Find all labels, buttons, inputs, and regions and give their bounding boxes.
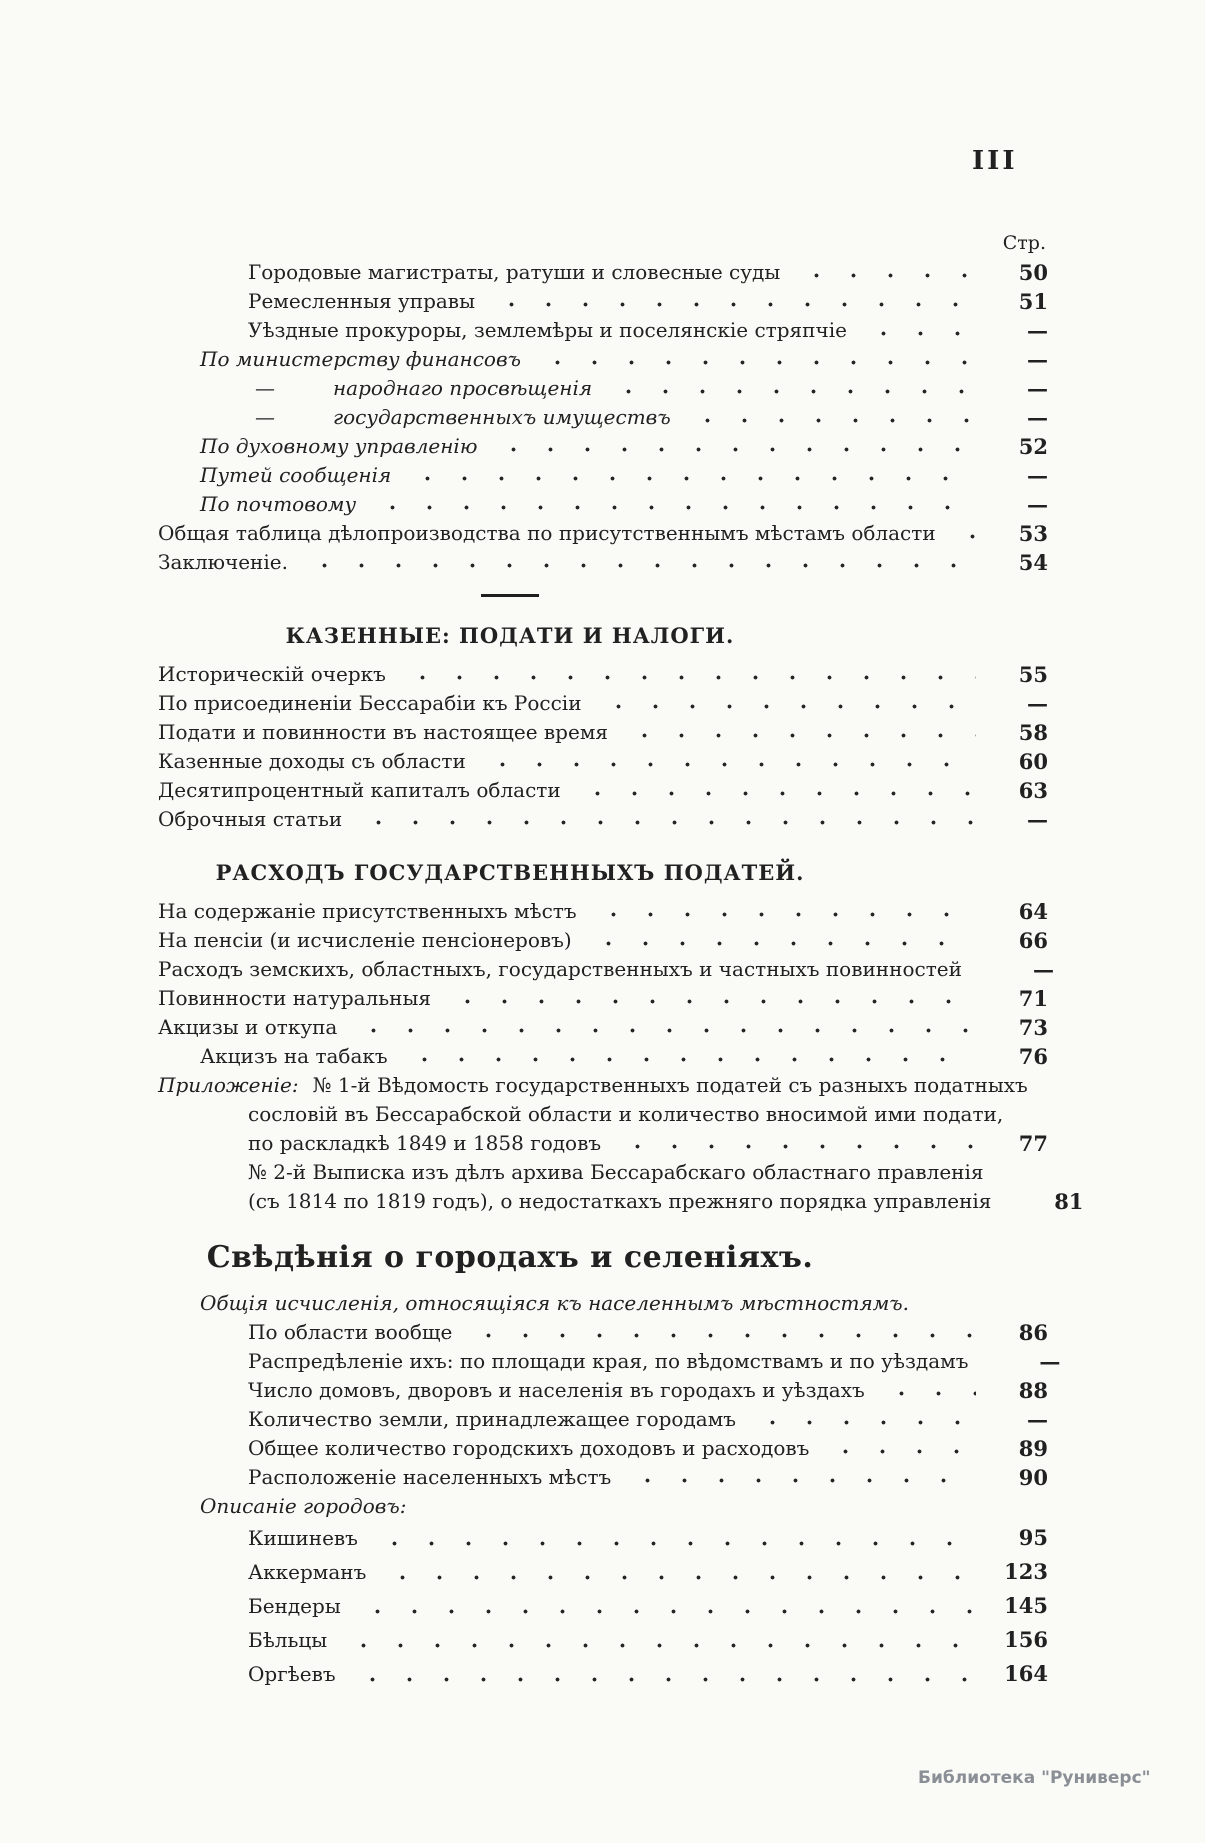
dot-leader — [368, 490, 976, 519]
entry-page: 77 — [1018, 1131, 1048, 1156]
entry-label: Акцизъ на табакъ — [200, 1044, 388, 1068]
dot-leader — [418, 1492, 976, 1521]
toc-entry — [140, 1463, 1048, 1492]
dot-leader — [604, 374, 976, 403]
toc-blocks — [140, 258, 1084, 1691]
folio-number: III — [972, 146, 1018, 176]
toc-entry — [140, 689, 1048, 718]
dot-leader — [478, 747, 976, 776]
dot-leader — [1003, 1187, 1011, 1216]
dot-leader — [748, 1405, 976, 1434]
entry-page: 86 — [1018, 1320, 1048, 1345]
toc-entry — [140, 1492, 1048, 1521]
entry-page — [984, 1289, 1048, 1318]
dot-leader — [948, 519, 976, 548]
toc-entry — [140, 1042, 1048, 1071]
entry-prefix: Приложеніе: — [158, 1073, 299, 1097]
toc-entry — [140, 374, 1048, 403]
dot-leader — [573, 776, 976, 805]
entry-label: Десятипроцентный капиталъ области — [158, 778, 561, 802]
entry-page: 63 — [1018, 778, 1048, 803]
toc-entry — [140, 1657, 1048, 1691]
dot-leader — [1040, 1071, 1048, 1100]
entry-page: — — [1027, 1407, 1048, 1432]
entry-page: 76 — [1018, 1044, 1048, 1069]
watermark: Библиотека "Руниверс" — [918, 1768, 1151, 1788]
toc-entry — [140, 805, 1048, 834]
entry-page: — — [1027, 376, 1048, 401]
entry-label: По духовному управленію — [200, 434, 478, 458]
entry-label: — народнаго просвѣщенія — [140, 374, 592, 403]
toc-entry — [140, 432, 1048, 461]
toc-entry — [140, 1318, 1048, 1347]
dot-leader — [921, 1289, 976, 1318]
entry-label: Расположеніе населенныхъ мѣстъ — [248, 1465, 612, 1489]
toc-entry — [140, 1376, 1048, 1405]
entry-page: — — [1027, 347, 1048, 372]
toc-entry — [140, 1071, 1048, 1100]
entry-label: Кишиневъ — [248, 1526, 358, 1550]
entry-label: Распредѣленіе ихъ: по площади края, по вѣдомствамъ и по уѣздамъ — [248, 1349, 969, 1373]
entry-label: Приложеніе: № 1-й Вѣдомость государственныхъ податей съ разныхъ податныхъ — [158, 1073, 1028, 1097]
entry-page — [1056, 1071, 1120, 1100]
entry-page: 73 — [1018, 1015, 1048, 1040]
entry-label: Путей сообщенія — [200, 463, 392, 487]
entry-page: 90 — [1018, 1465, 1048, 1490]
dot-leader — [974, 955, 982, 984]
entry-label: Бендеры — [248, 1594, 341, 1618]
toc-entry — [140, 1129, 1048, 1158]
entry-page: 54 — [1018, 550, 1048, 575]
toc-entry — [140, 1623, 1048, 1657]
toc-entry — [140, 258, 1048, 287]
entry-label: Оброчныя статьи — [158, 807, 343, 831]
dot-leader — [370, 1521, 976, 1555]
entry-label: (съ 1814 по 1819 годъ), о недостаткахъ прежняго порядка управленія — [248, 1189, 992, 1213]
dot-leader — [348, 1657, 976, 1691]
toc-entry — [140, 1405, 1048, 1434]
entry-label: Казенные доходы съ области — [158, 749, 466, 773]
entry-label: № 2-й Выписка изъ дѣлъ архива Бессарабскаго областнаго правленія — [248, 1160, 984, 1184]
dot-leader — [533, 345, 976, 374]
entry-label: Расходъ земскихъ, областныхъ, государственныхъ и частныхъ повинностей — [158, 957, 962, 981]
dot-leader — [594, 689, 976, 718]
entry-label: Общія исчисленія, относящіяся къ населеннымъ мѣстностямъ. — [200, 1291, 909, 1315]
section-heading: КАЗЕННЫЕ: ПОДАТИ И НАЛОГИ. — [285, 623, 735, 648]
toc-entry — [140, 660, 1048, 689]
entry-label: Историческій очеркъ — [158, 662, 386, 686]
entry-page: — — [1039, 1349, 1061, 1374]
section-divider — [481, 594, 539, 597]
ditto-dash: — — [255, 405, 275, 429]
dot-leader — [821, 1434, 976, 1463]
entry-page: — — [1032, 957, 1054, 982]
entry-page: 71 — [1018, 986, 1048, 1011]
entry-page — [1012, 1158, 1076, 1187]
entry-label: Городовые магистраты, ратуши и словесные суды — [248, 260, 781, 284]
toc-entry — [140, 984, 1048, 1013]
dot-leader — [613, 1129, 976, 1158]
entry-page: 50 — [1018, 260, 1048, 285]
dot-leader — [403, 461, 976, 490]
toc-entry — [140, 897, 1048, 926]
entry-page: 145 — [1004, 1593, 1048, 1618]
entry-page: 53 — [1018, 521, 1048, 546]
entry-label: Заключеніе. — [158, 550, 288, 574]
entry-page: 60 — [1018, 749, 1048, 774]
toc-entry — [140, 955, 1054, 984]
toc-entry — [140, 1187, 1084, 1216]
entry-label: Оргѣевъ — [248, 1662, 336, 1686]
ditto-dash: — — [255, 376, 275, 400]
dot-leader — [443, 984, 976, 1013]
dot-leader — [683, 403, 976, 432]
dot-leader — [589, 897, 976, 926]
entry-page: 81 — [1054, 1189, 1084, 1214]
toc-content — [140, 228, 1084, 1691]
entry-label: Повинности натуральныя — [158, 986, 431, 1010]
page-column-header: Стр. — [1002, 232, 1046, 254]
toc-entry — [140, 1434, 1048, 1463]
entry-label: Общая таблица дѣлопроизводства по присутственнымъ мѣстамъ области — [158, 521, 936, 545]
entry-page: 51 — [1018, 289, 1048, 314]
toc-entry — [140, 1555, 1048, 1589]
toc-entry — [140, 287, 1048, 316]
dot-leader — [489, 432, 976, 461]
entry-page — [984, 1492, 1048, 1521]
dot-leader — [1015, 1100, 1023, 1129]
dot-leader — [378, 1555, 976, 1589]
dot-leader — [877, 1376, 976, 1405]
entry-label: Описаніе городовъ: — [200, 1494, 407, 1518]
entry-label: Ремесленныя управы — [248, 289, 475, 313]
dot-leader — [996, 1158, 1004, 1187]
dot-leader — [623, 1463, 976, 1492]
entry-label: По области вообще — [248, 1320, 453, 1344]
dot-leader — [400, 1042, 976, 1071]
dot-leader — [464, 1318, 976, 1347]
entry-page: — — [1027, 463, 1048, 488]
entry-label: Бѣльцы — [248, 1628, 328, 1652]
entry-label: На пенсіи (и исчисленіе пенсіонеровъ) — [158, 928, 572, 952]
entry-page: — — [1027, 405, 1048, 430]
section-heading: РАСХОДЪ ГОСУДАРСТВЕННЫХЪ ПОДАТЕЙ. — [215, 860, 805, 885]
entry-page: 55 — [1018, 662, 1048, 687]
entry-page: 64 — [1018, 899, 1048, 924]
toc-entry — [140, 490, 1048, 519]
entry-page: — — [1027, 691, 1048, 716]
toc-entry — [140, 1289, 1048, 1318]
toc-entry — [140, 403, 1048, 432]
toc-entry — [140, 461, 1048, 490]
toc-entry — [140, 1521, 1048, 1555]
entry-label: Аккерманъ — [248, 1560, 367, 1584]
entry-page: 52 — [1018, 434, 1048, 459]
entry-label: Подати и повинности въ настоящее время — [158, 720, 608, 744]
entry-label: Общее количество городскихъ доходовъ и расходовъ — [248, 1436, 810, 1460]
entry-page: — — [1027, 492, 1048, 517]
toc-entry — [140, 1013, 1048, 1042]
entry-page: 95 — [1018, 1525, 1048, 1550]
entry-page: — — [1027, 318, 1048, 343]
entry-page: 58 — [1018, 720, 1048, 745]
entry-label: По почтовому — [200, 492, 357, 516]
entry-label: Количество земли, принадлежащее городамъ — [248, 1407, 736, 1431]
entry-page — [1031, 1100, 1095, 1129]
toc-entry — [140, 1158, 1048, 1187]
toc-entry — [140, 1589, 1048, 1623]
dot-leader — [792, 258, 976, 287]
entry-label: Акцизы и откупа — [158, 1015, 338, 1039]
dot-leader — [300, 548, 976, 577]
entry-page: 66 — [1018, 928, 1048, 953]
toc-entry — [140, 345, 1048, 374]
entry-page: 123 — [1004, 1559, 1048, 1584]
dot-leader — [349, 1013, 976, 1042]
toc-entry — [140, 926, 1048, 955]
dot-leader — [398, 660, 976, 689]
entry-label: по раскладкѣ 1849 и 1858 годовъ — [248, 1131, 602, 1155]
dot-leader — [584, 926, 976, 955]
dot-leader — [339, 1623, 976, 1657]
entry-page: 156 — [1004, 1627, 1048, 1652]
toc-entry — [140, 747, 1048, 776]
entry-page: 164 — [1004, 1661, 1048, 1686]
section-heading: Свѣдѣнія о городахъ и селеніяхъ. — [206, 1240, 814, 1275]
entry-page: — — [1027, 807, 1048, 832]
dot-leader — [354, 805, 976, 834]
entry-label: На содержаніе присутственныхъ мѣстъ — [158, 899, 577, 923]
dot-leader — [620, 718, 976, 747]
toc-entry — [140, 776, 1048, 805]
entry-label: — государственныхъ имуществъ — [140, 403, 671, 432]
entry-label: Уѣздные прокуроры, землемѣры и поселянскіе стряпчіе — [248, 318, 847, 342]
dot-leader — [353, 1589, 976, 1623]
entry-label: По присоединеніи Бессарабіи къ Россіи — [158, 691, 582, 715]
toc-entry — [140, 316, 1048, 345]
entry-page: 89 — [1018, 1436, 1048, 1461]
toc-entry — [140, 1100, 1048, 1129]
toc-entry — [140, 548, 1048, 577]
dot-leader — [487, 287, 976, 316]
dot-leader — [980, 1347, 988, 1376]
entry-label: По министерству финансовъ — [200, 347, 521, 371]
entry-label: сословій въ Бессарабской области и количество вносимой ими подати, — [248, 1102, 1004, 1126]
toc-entry — [140, 1347, 1061, 1376]
dot-leader — [859, 316, 976, 345]
entry-label: Число домовъ, дворовъ и населенія въ городахъ и уѣздахъ — [248, 1378, 865, 1402]
entry-page: 88 — [1018, 1378, 1048, 1403]
toc-entry — [140, 718, 1048, 747]
toc-entry — [140, 519, 1048, 548]
